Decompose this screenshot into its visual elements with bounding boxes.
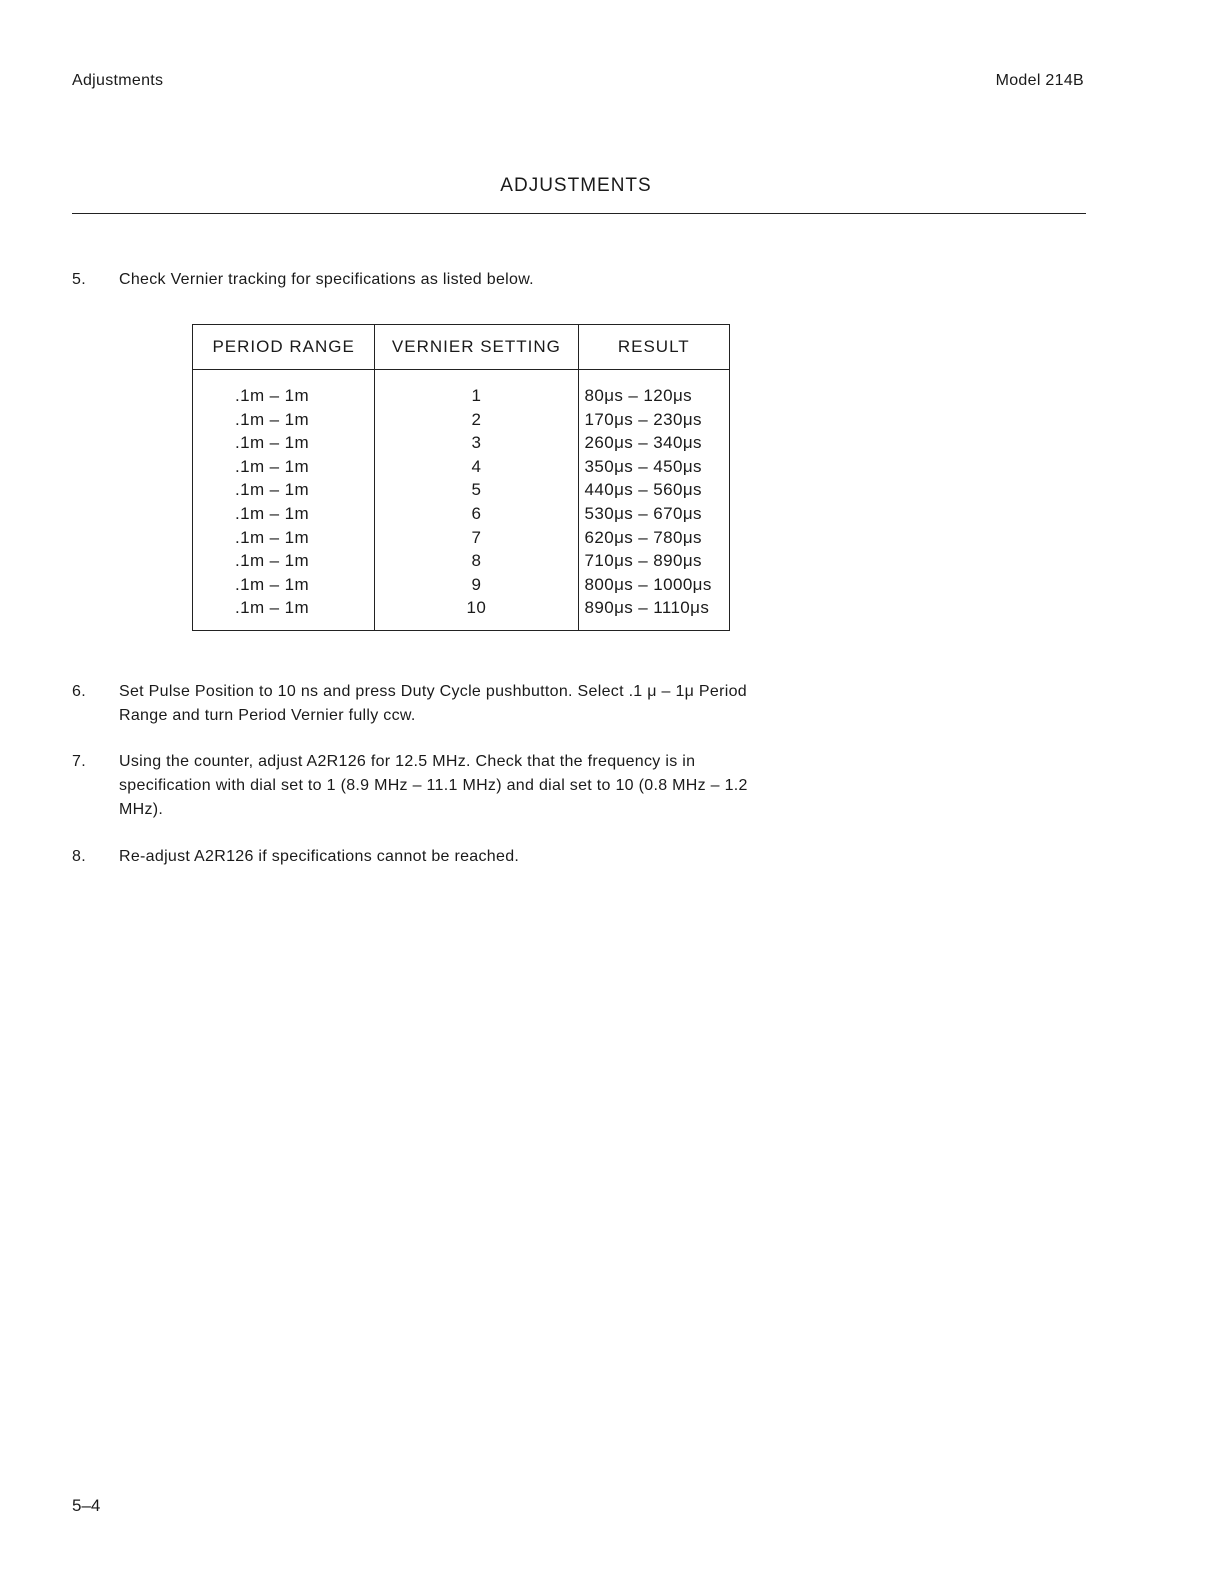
vernier-setting-cell: 4 xyxy=(375,455,578,479)
result-cell: 800μs – 1000μs xyxy=(584,574,712,594)
step-text: Re-adjust A2R126 if specifications cannot be reached. xyxy=(119,848,520,865)
step-text: Using the counter, adjust A2R126 for 12.5 MHz. Check that the frequency is in specification with dial set to 1 (8.9 MHz – 11.1 MHz) and dial set to 10 (0.8 MHz – 1.2 MHz). xyxy=(119,753,748,818)
title-rule xyxy=(72,213,1086,214)
column-header-period-range: PERIOD RANGE xyxy=(193,325,375,370)
period-range-cell: .1m – 1m xyxy=(235,527,310,547)
step-number: 8. xyxy=(72,848,86,865)
result-cell: 440μs – 560μs xyxy=(584,480,702,500)
table-row xyxy=(193,573,730,597)
table-row xyxy=(193,526,730,550)
period-range-cell: .1m – 1m xyxy=(235,551,310,571)
page-title: ADJUSTMENTS xyxy=(500,175,652,196)
table-row xyxy=(193,408,730,432)
result-cell: 260μs – 340μs xyxy=(584,433,702,453)
result-cell: 890μs – 1110μs xyxy=(584,598,710,618)
running-header-model: Model 214B xyxy=(995,72,1084,89)
period-range-cell: .1m – 1m xyxy=(235,480,310,500)
result-cell: 170μs – 230μs xyxy=(584,409,702,429)
table-row xyxy=(193,431,730,455)
step-text: Set Pulse Position to 10 ns and press Duty Cycle pushbutton. Select .1 μ – 1μ Period Range and turn Period Vernier fully ccw. xyxy=(119,683,747,724)
result-cell: 710μs – 890μs xyxy=(584,551,702,571)
period-range-cell: .1m – 1m xyxy=(235,503,310,523)
period-range-cell: .1m – 1m xyxy=(235,386,310,405)
vernier-setting-cell: 3 xyxy=(375,431,578,455)
vernier-setting-cell: 1 xyxy=(375,370,578,408)
step-number: 5. xyxy=(72,271,86,288)
table-row xyxy=(193,596,730,630)
vernier-setting-cell: 9 xyxy=(375,573,578,597)
step-number: 6. xyxy=(72,683,86,700)
period-range-cell: .1m – 1m xyxy=(235,598,310,618)
result-cell: 620μs – 780μs xyxy=(584,527,702,547)
result-cell: 530μs – 670μs xyxy=(584,503,702,523)
table-row xyxy=(193,549,730,573)
table-header-row xyxy=(193,325,730,370)
vernier-setting-cell: 7 xyxy=(375,526,578,550)
step-number: 7. xyxy=(72,753,86,770)
vernier-tracking-table xyxy=(192,324,730,631)
period-range-cell: .1m – 1m xyxy=(235,456,310,476)
period-range-cell: .1m – 1m xyxy=(235,433,310,453)
result-cell: 80μs – 120μs xyxy=(584,386,693,405)
vernier-setting-cell: 5 xyxy=(375,478,578,502)
vernier-setting-cell: 10 xyxy=(375,596,578,630)
table-row xyxy=(193,370,730,408)
running-header-section: Adjustments xyxy=(72,72,164,89)
step-text: Check Vernier tracking for specifications as listed below. xyxy=(119,271,534,288)
table-row xyxy=(193,502,730,526)
result-cell: 350μs – 450μs xyxy=(584,456,702,476)
period-range-cell: .1m – 1m xyxy=(235,409,310,429)
column-header-vernier-setting: VERNIER SETTING xyxy=(375,325,578,370)
vernier-setting-cell: 6 xyxy=(375,502,578,526)
column-header-result: RESULT xyxy=(578,325,730,370)
table-row xyxy=(193,478,730,502)
page-number: 5–4 xyxy=(72,1496,101,1515)
period-range-cell: .1m – 1m xyxy=(235,574,310,594)
vernier-setting-cell: 2 xyxy=(375,408,578,432)
vernier-setting-cell: 8 xyxy=(375,549,578,573)
table-row xyxy=(193,455,730,479)
